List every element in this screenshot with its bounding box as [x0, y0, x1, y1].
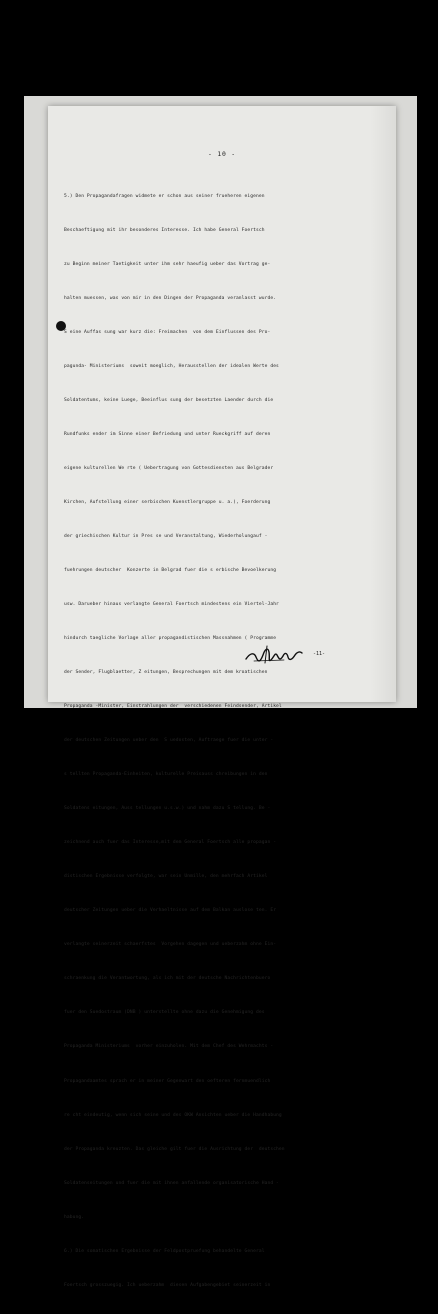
text-line: re cht eindeutig, wenn sich seine und des OKW Ansichten ueber die Handhabung [64, 1112, 282, 1118]
handwritten-signature [244, 643, 304, 665]
text-line: Propagandaamtes sprach er in meiner Gegenwart den oefteren fernmuendlich [64, 1078, 271, 1084]
text-line: 5.) Den Propagandafragen widmete er schon aus seiner frueheren eigenen [64, 193, 265, 199]
text-line: hindurch taegliche Vorlage aller propagandistischen Massnahmen ( Programme [64, 636, 277, 642]
text-line: halten muessen, was von mir in den Dingen der Propaganda veranlasst wurde. [64, 295, 277, 301]
text-line: Beschaeftigung mit ihr besonderes Interesse. Ich habe General Foertsch [64, 227, 265, 233]
text-line: habung. [64, 1214, 85, 1220]
text-line: Foertsch grosszuegig. Ich ueberzahm diesen Aufgabengebiet seinerzeit in [64, 1282, 271, 1288]
text-line: S eine Auffas sung war kurz die: Freimachen von dem Einflussen des Pro- [64, 329, 271, 335]
text-line: Soldatentums, keine Luege, Beeinflus sung der besetzten Laender durch die [64, 397, 274, 403]
text-line: verlangte seinerzeit schaerfstes Vorgehen dagegen und ueberzahm ohne Ein- [64, 942, 277, 948]
text-line: distischen Ergebnisse verfolgte, war sein Unmille, den mehrfach Artikel [64, 874, 268, 880]
text-line: eigene kulturellen We rte ( Uebertragung von Gottesdiensten aus Belgrader [64, 465, 274, 471]
text-line: fuehrungen deutscher Konzerte in Belgrad fuer die s erbische Bevoelkerung [64, 568, 277, 574]
text-line: s tellten Propaganda-Einheiten, kulturelle Preisauss chreibungen in den [64, 772, 268, 778]
body-text [64, 168, 391, 1314]
text-line: pagunda- Ministeriums soweit moeglich, Herausstellen der idealen Werte des [64, 363, 279, 369]
text-line: usw. Darueber hinaus verlangte General Foertsch mindestens ein Viertel-Jahr [64, 602, 279, 608]
text-line: Propaganda -Minister, Einstrahlungen der verschiedenen Feindsender, Artikel [64, 704, 282, 710]
page-number: - 10 - [208, 150, 236, 158]
text-line: der Sender, Flugblaetter, Z eitungen, Besprechungen mit dem kroatischen [64, 670, 268, 676]
text-line: 6.) Die somatischen Ergebnisse der Feldpostpruefung behandelte General [64, 1248, 265, 1254]
text-line: Propaganda Ministeriums vorher einzuholen. Mit dem Chef des Wehrmachts - [64, 1044, 274, 1050]
text-line: zeichnend auch fuer das Interesse,mit dem General Foertsch alle propagan - [64, 840, 277, 846]
text-line: Rundfunks ender im Sinne einer Befriedung und unter Rueckgriff auf deren [64, 431, 271, 437]
text-line: der griechischen Kultur in Pres se und Veranstaltung, Wiederholungauf - [64, 534, 268, 539]
text-line: Soldatenseitungen und fuer die mit ihnen anfallende organisatorische Hand - [64, 1180, 279, 1186]
text-line: schraenkung die Verantwortung, als ich mit der deutsche Nachrichtenbuero [64, 976, 271, 982]
continuation-marker: -11- [313, 651, 326, 657]
text-line: Soldatens eitungen, Auss tellungen u.s.w.) und nahm dazu S tellung. Be - [64, 806, 271, 812]
text-line: fuer den Suedostraum (DNB ) unterstellte ohne dazu die Genehmigung des [64, 1010, 265, 1016]
text-line: deutscher Zeitungen ueber die Verhaeltnisse auf dem Balkan auslose ten. Er [64, 908, 277, 914]
text-line: Kirchen, Aufstellung einer serbischen Kuenstlergruppe u. a.), Foerderung [64, 499, 271, 505]
text-line: der deutschen Zeitungen ueber den S uedosten, Auftraege fuer die unter - [64, 738, 274, 744]
document-page [48, 106, 396, 1288]
text-line: zu Beginn meiner Taetigkeit unter ihm sehr haeufig ueber das Vortrag ge- [64, 261, 271, 267]
text-line: der Propaganda kreuzten. Das gleiche gilt fuer die Ausrichtung der deutschen [64, 1146, 285, 1152]
